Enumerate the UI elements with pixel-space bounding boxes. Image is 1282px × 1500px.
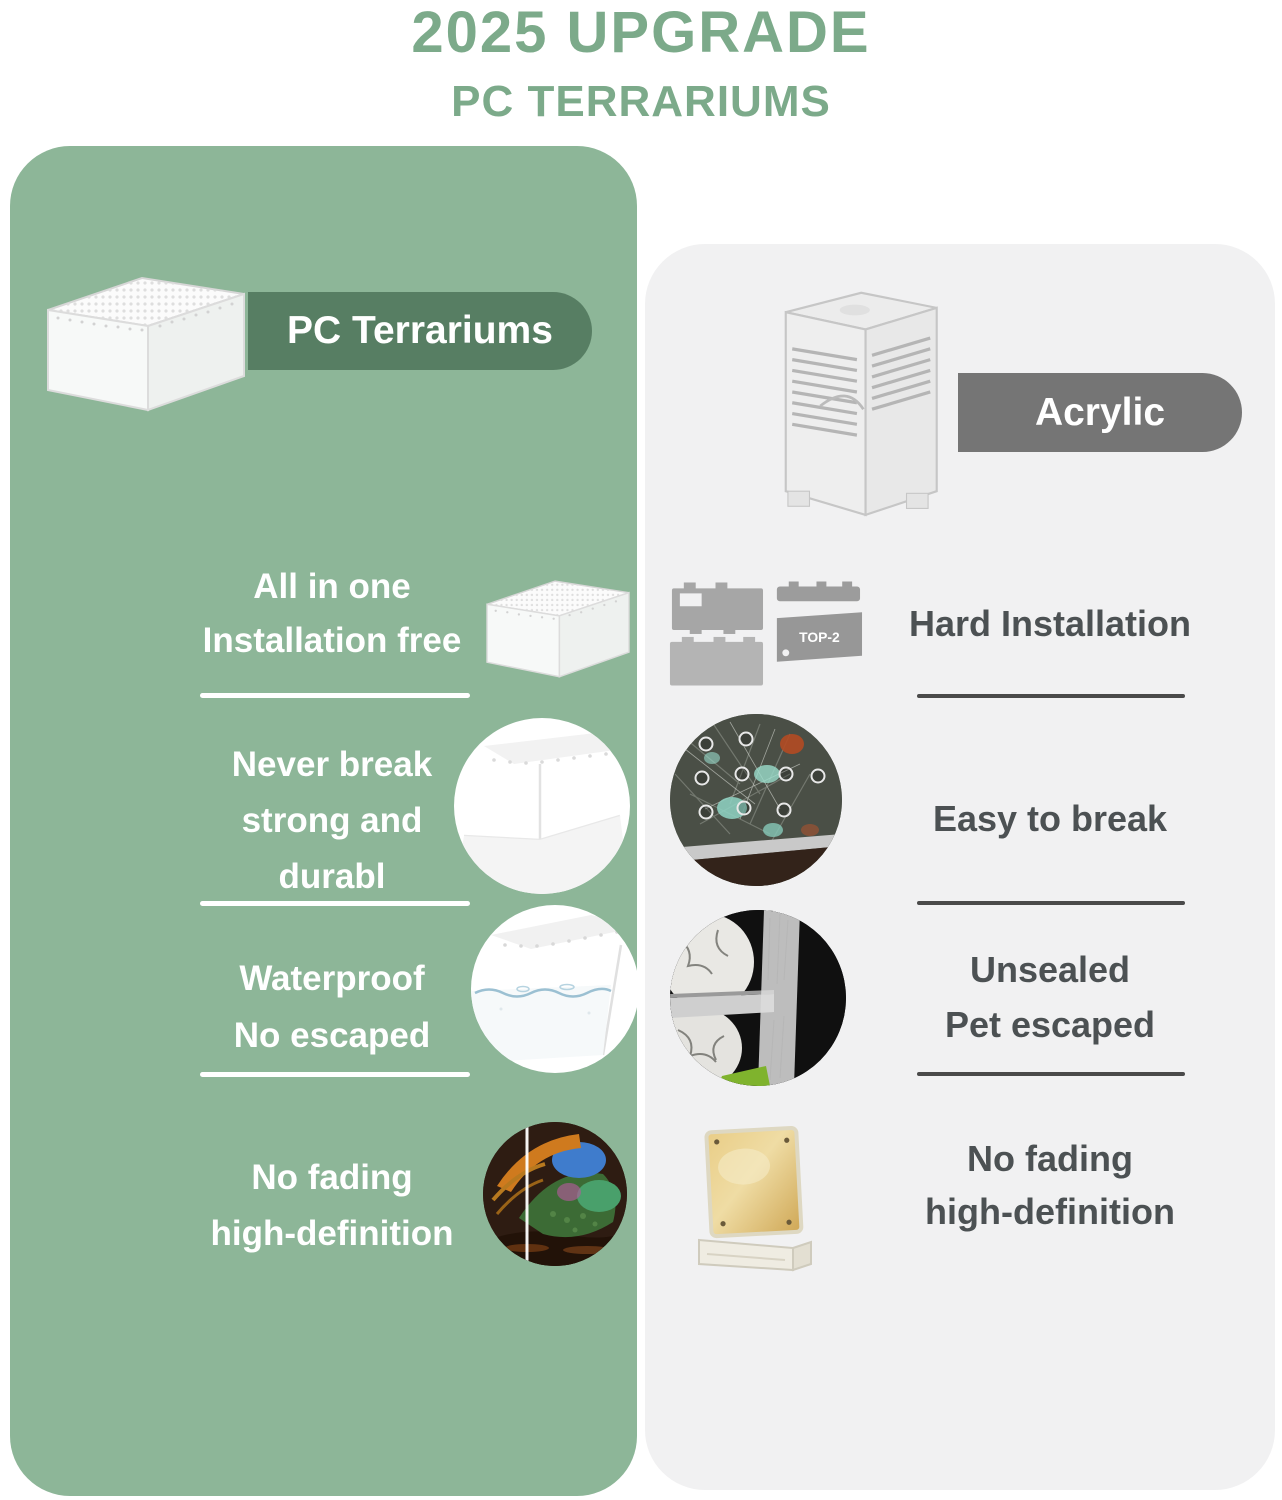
pc-terrarium-illustration [30, 266, 262, 414]
divider [917, 901, 1185, 905]
acrylic-feature-4-text: No fading high-definition [925, 1138, 1175, 1232]
pc-terrarium-small-illustration [474, 570, 642, 682]
divider [200, 1072, 470, 1077]
pc-feature-3-text: Waterproof No escaped [233, 959, 431, 1055]
chameleon-photo [483, 1122, 627, 1266]
divider [917, 694, 1185, 698]
divider [200, 901, 470, 906]
acrylic-feature-3-text: Unsealed Pet escaped [944, 949, 1156, 1045]
pc-feature-1-text: All in one Installation free [202, 567, 462, 660]
page-subtitle: PC TERRARIUMS [451, 77, 831, 126]
pc-corner-closeup-photo [454, 718, 630, 894]
acrylic-terrarium-illustration [752, 282, 964, 530]
divider [917, 1072, 1185, 1076]
divider [200, 693, 470, 698]
unsealed-gap-photo [670, 910, 846, 1086]
page-title: 2025 UPGRADE [411, 0, 871, 65]
pc-feature-2-text: Never break strong and durabl [231, 745, 433, 896]
acrylic-feature-2-text: Easy to break [932, 798, 1168, 839]
top-2-panel-label: TOP-2 [799, 628, 840, 645]
waterproof-closeup-photo [471, 905, 639, 1073]
yellowed-acrylic-sheet-illustration [693, 1122, 831, 1277]
acrylic-label-pill [958, 373, 1242, 452]
pc-terrariums-label-pill [248, 292, 592, 370]
pc-feature-4-text: No fading high-definition [210, 1158, 454, 1253]
acrylic-flat-panels-illustration [666, 576, 864, 686]
acrylic-feature-1-text: Hard Installation [908, 603, 1192, 644]
acrylic-label: Acrylic [1034, 390, 1166, 434]
pc-terrariums-label: PC Terrariums [287, 309, 553, 352]
cracked-acrylic-photo [670, 714, 842, 886]
